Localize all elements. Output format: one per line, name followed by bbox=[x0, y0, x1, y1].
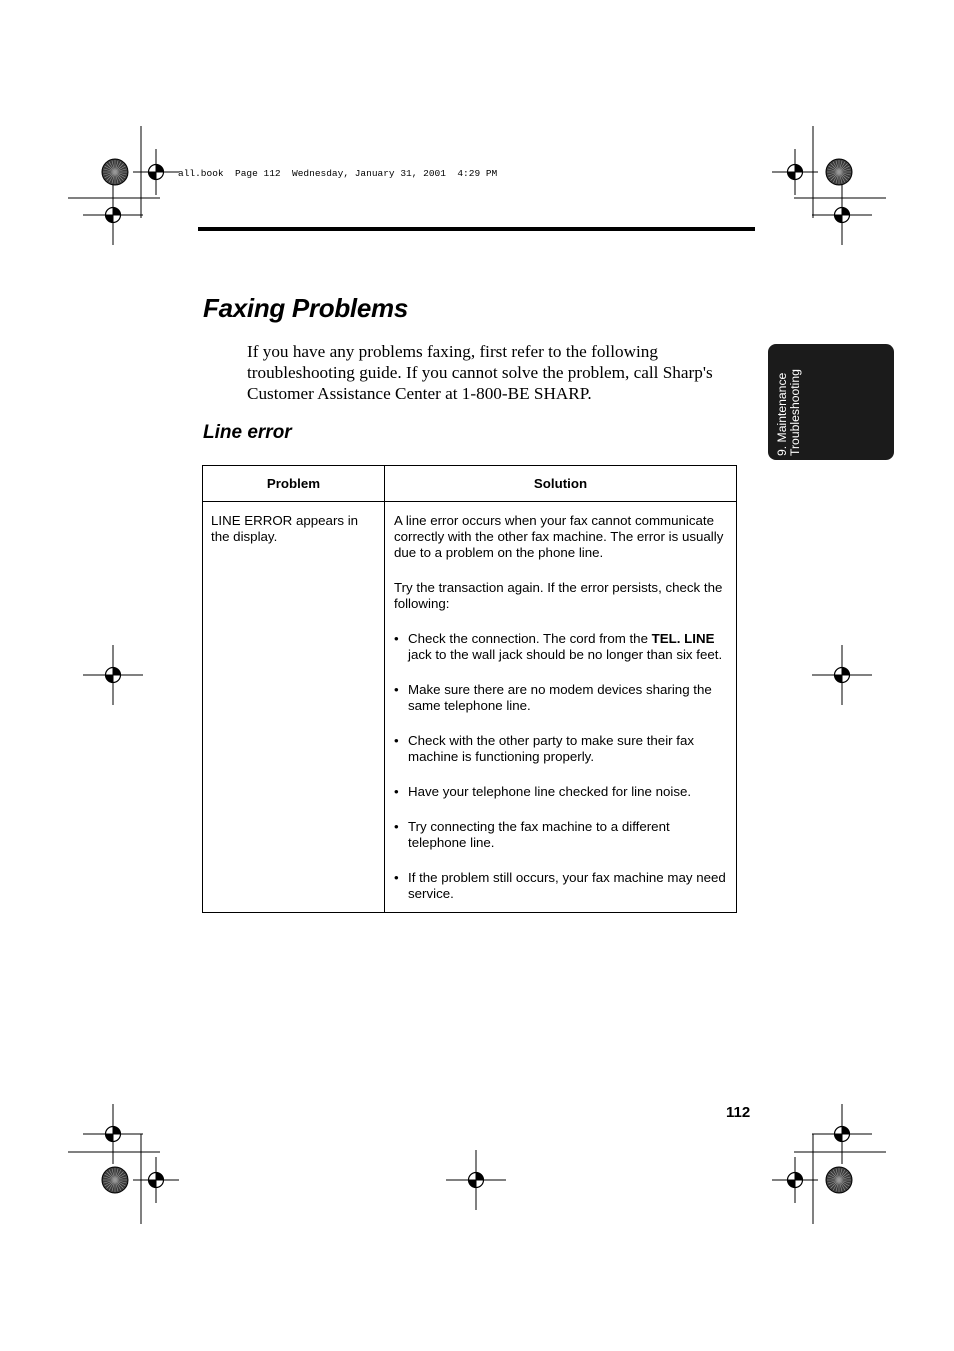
list-item-text: Check with the other party to make sure their fax machine is functioning properly. bbox=[408, 733, 695, 764]
crosshair-target-icon bbox=[812, 185, 872, 245]
solution-paragraph: A line error occurs when your fax cannot communicate correctly with the other fax machine. The error is usually due to a problem on the phone line. bbox=[394, 513, 724, 560]
list-item-text: Make sure there are no modem devices sharing the same telephone line. bbox=[408, 682, 712, 713]
crosshair-target-icon bbox=[446, 1150, 506, 1210]
troubleshooting-table bbox=[202, 465, 737, 913]
color-bar-starburst-icon bbox=[826, 159, 852, 185]
list-item bbox=[394, 682, 730, 714]
problem-cell: LINE ERROR appears in the display. bbox=[203, 502, 385, 913]
bullet-icon: • bbox=[394, 682, 399, 697]
solution-paragraph: Try the transaction again. If the error persists, check the following: bbox=[394, 580, 723, 611]
tel-line-label: TEL. LINE bbox=[651, 631, 715, 646]
bullet-icon: • bbox=[394, 870, 399, 885]
solution-cell bbox=[385, 502, 737, 913]
intro-paragraph: If you have any problems faxing, first refer to the following troubleshooting guide. If you cannot solve the problem, call Sharp's Customer Assistance Center at 1-800-BE SHARP. bbox=[247, 342, 713, 403]
page-title: Faxing Problems bbox=[203, 293, 408, 323]
chapter-tab-label bbox=[776, 346, 802, 456]
list-item-text: If the problem still occurs, your fax machine may need service. bbox=[408, 870, 726, 901]
crosshair-target-icon bbox=[772, 149, 818, 195]
color-bar-starburst-icon bbox=[826, 1167, 852, 1193]
list-item-text: Check the connection. The cord from the TEL. LINE jack to the wall jack should be no longer than six feet. bbox=[408, 631, 723, 662]
crosshair-target-icon bbox=[83, 185, 143, 245]
table-header-row bbox=[203, 466, 737, 502]
color-bar-starburst-icon bbox=[102, 1167, 128, 1193]
list-item bbox=[394, 631, 730, 663]
crosshair-target-icon bbox=[772, 1157, 818, 1203]
header-rule bbox=[198, 227, 755, 231]
solution-checklist bbox=[394, 631, 730, 902]
bullet-icon: • bbox=[394, 733, 399, 748]
crosshair-target-icon bbox=[812, 645, 872, 705]
crosshair-target-icon bbox=[812, 1104, 872, 1164]
crosshair-target-icon bbox=[133, 1157, 179, 1203]
problem-column-header: Problem bbox=[203, 466, 385, 502]
section-title: Line error bbox=[203, 422, 292, 443]
crosshair-target-icon bbox=[83, 1104, 143, 1164]
print-metadata: all.book Page 112 Wednesday, January 31, 2001 4:29 PM bbox=[178, 168, 498, 179]
list-item-text: Try connecting the fax machine to a different telephone line. bbox=[408, 819, 670, 850]
list-item bbox=[394, 784, 730, 800]
list-item bbox=[394, 870, 730, 902]
bullet-icon: • bbox=[394, 784, 399, 799]
chapter-tab-line2: Troubleshooting bbox=[788, 369, 802, 456]
list-item-text: Have your telephone line checked for line noise. bbox=[408, 784, 692, 799]
solution-column-header: Solution bbox=[385, 466, 737, 502]
crosshair-target-icon bbox=[83, 645, 143, 705]
crosshair-target-icon bbox=[133, 149, 179, 195]
list-item bbox=[394, 819, 730, 851]
color-bar-starburst-icon bbox=[102, 159, 128, 185]
bullet-icon: • bbox=[394, 819, 399, 834]
page-number: 112 bbox=[726, 1104, 751, 1121]
chapter-tab-line1: 9. Maintenance bbox=[775, 372, 789, 456]
table-row bbox=[203, 502, 737, 913]
list-item bbox=[394, 733, 730, 765]
bullet-icon: • bbox=[394, 631, 399, 646]
